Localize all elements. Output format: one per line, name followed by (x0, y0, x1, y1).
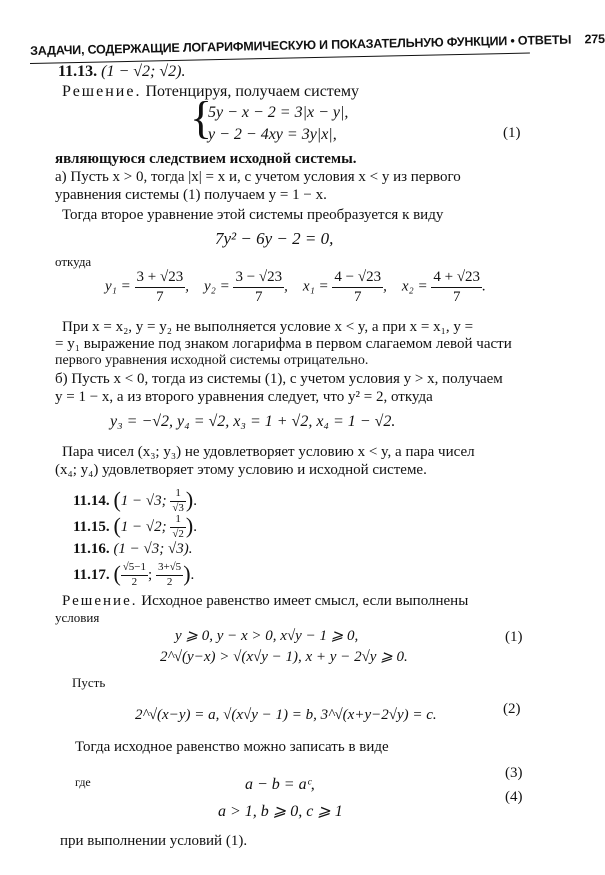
page-number: 275 (584, 31, 605, 47)
text-line: Пусть (72, 675, 106, 690)
root-label: x₁ = (302, 278, 329, 295)
text-line: условия (55, 610, 100, 625)
text-line: являющуюся следствием исходной системы. (55, 151, 357, 167)
equation-3: a − b = aᶜ, (245, 776, 315, 793)
system-eq-1: 5y − x − 2 = 3|x − y|, (208, 104, 349, 121)
equation-number: (1) (503, 125, 521, 141)
equation-number: (3) (505, 765, 523, 781)
equation-number: (1) (505, 629, 523, 645)
answer-fraction: $\frac{1}{√3}$ (172, 487, 184, 515)
header-title: ЗАДАЧИ, СОДЕРЖАЩИЕ ЛОГАРИФМИЧЕСКУЮ И ПОКАЗАТЕЛЬНУЮ ФУНКЦИИ • ОТВЕТЫ (30, 32, 572, 58)
text-line: при выполнении условий (1). (60, 833, 248, 849)
text-line: y = 1 − x, а из второго уравнения следует, что y² = 2, откуда (55, 389, 433, 405)
answer-fraction: $\frac{√5-1}{2}$ (122, 561, 147, 589)
problem-answer: (1 − √2; √2). (101, 63, 186, 80)
system-brace: { (190, 92, 213, 143)
root-label: y₂ = (203, 278, 230, 295)
conditions-line-2: 2^√(y−x) > √(x√y − 1), x + y − 2√y ⩾ 0. (160, 649, 408, 665)
root-fraction: $\frac{3 - √23}{7}$ (235, 269, 283, 305)
root-fraction: $\frac{4 - √23}{7}$ (334, 269, 382, 305)
text-line: При x = x₂, y = y₂ не выполняется условие x < y, а при x = x₁, y = (62, 319, 474, 335)
roots-line: y₁ = $\frac{3 + √23}{7}$ , y₂ = $\frac{3 - √23}{7}$ , x₁ = $\frac{4 - √23}{7}$ , x₂ = $\frac{4 + √23}{7}$ . (105, 269, 486, 305)
answer-11-16: 11.16. (1 − √3; √3). (73, 541, 193, 557)
text-line: а) Пусть x > 0, тогда |x| = x и, с учетом условия x < y из первого (55, 169, 461, 185)
root-label: y₁ = (105, 278, 131, 295)
substitution-line: 2^√(x−y) = a, √(x√y − 1) = b, 3^√(x+y−2√y) = c. (135, 707, 437, 723)
equation-quadratic: 7y² − 6y − 2 = 0, (215, 229, 334, 248)
answer-11-15: 11.15. (1 − √2; $\frac{1}{√2}$ ). (73, 513, 197, 541)
system-eq-2: y − 2 − 4xy = 3y|x|, (208, 126, 337, 143)
solution-text: Потенцируя, получаем систему (145, 83, 360, 100)
text-line: где (75, 775, 91, 789)
answer-fraction: $\frac{1}{√2}$ (172, 513, 184, 541)
text-line: (x₄; y₄) удовлетворяет этому условию и исходной системе. (55, 462, 427, 478)
text-line: б) Пусть x < 0, тогда из системы (1), с учетом условия y > x, получаем (55, 371, 503, 387)
equation-roots-2: y₃ = −√2, y₄ = √2, x₃ = 1 + √2, x₄ = 1 − √2. (110, 413, 396, 430)
conditions-line-1: y ⩾ 0, y − x > 0, x√y − 1 ⩾ 0, (175, 628, 359, 644)
root-label: x₂ = (401, 278, 428, 295)
text-line: Тогда второе уравнение этой системы преобразуется к виду (62, 207, 444, 223)
answer-11-17: 11.17. ( $\frac{√5-1}{2}$ ; $\frac{3+√5}{2}$ ). (73, 561, 195, 589)
equation-4: a > 1, b ⩾ 0, c ⩾ 1 (218, 803, 343, 820)
problem-label: 11.13. (58, 63, 98, 80)
root-fraction: $\frac{3 + √23}{7}$ (136, 269, 184, 305)
text-line: уравнения системы (1) получаем y = 1 − x. (55, 187, 327, 203)
text-line: Пара чисел (x₃; y₃) не удовлетворяет условию x < y, а пара чисел (62, 444, 475, 460)
problem-11-13 (58, 62, 185, 82)
root-fraction: $\frac{4 + √23}{7}$ (433, 269, 481, 305)
text-line: = y₁ выражение под знаком логарифма в первом слагаемом левой части (55, 336, 512, 352)
text-line: откуда (55, 254, 92, 269)
answer-11-14: 11.14. (1 − √3; $\frac{1}{√3}$ ). (73, 487, 197, 515)
solution-2-intro: Решение. Исходное равенство имеет смысл, если выполнены (62, 593, 469, 609)
equation-number: (2) (503, 701, 521, 717)
equation-number: (4) (505, 789, 523, 805)
answer-fraction: $\frac{3+√5}{2}$ (157, 561, 182, 589)
solution-word: Решение. (62, 83, 142, 100)
running-header (30, 32, 605, 60)
text-line: Тогда исходное равенство можно записать в виде (75, 739, 389, 755)
text-line: первого уравнения исходной системы отрицательно. (55, 353, 369, 368)
